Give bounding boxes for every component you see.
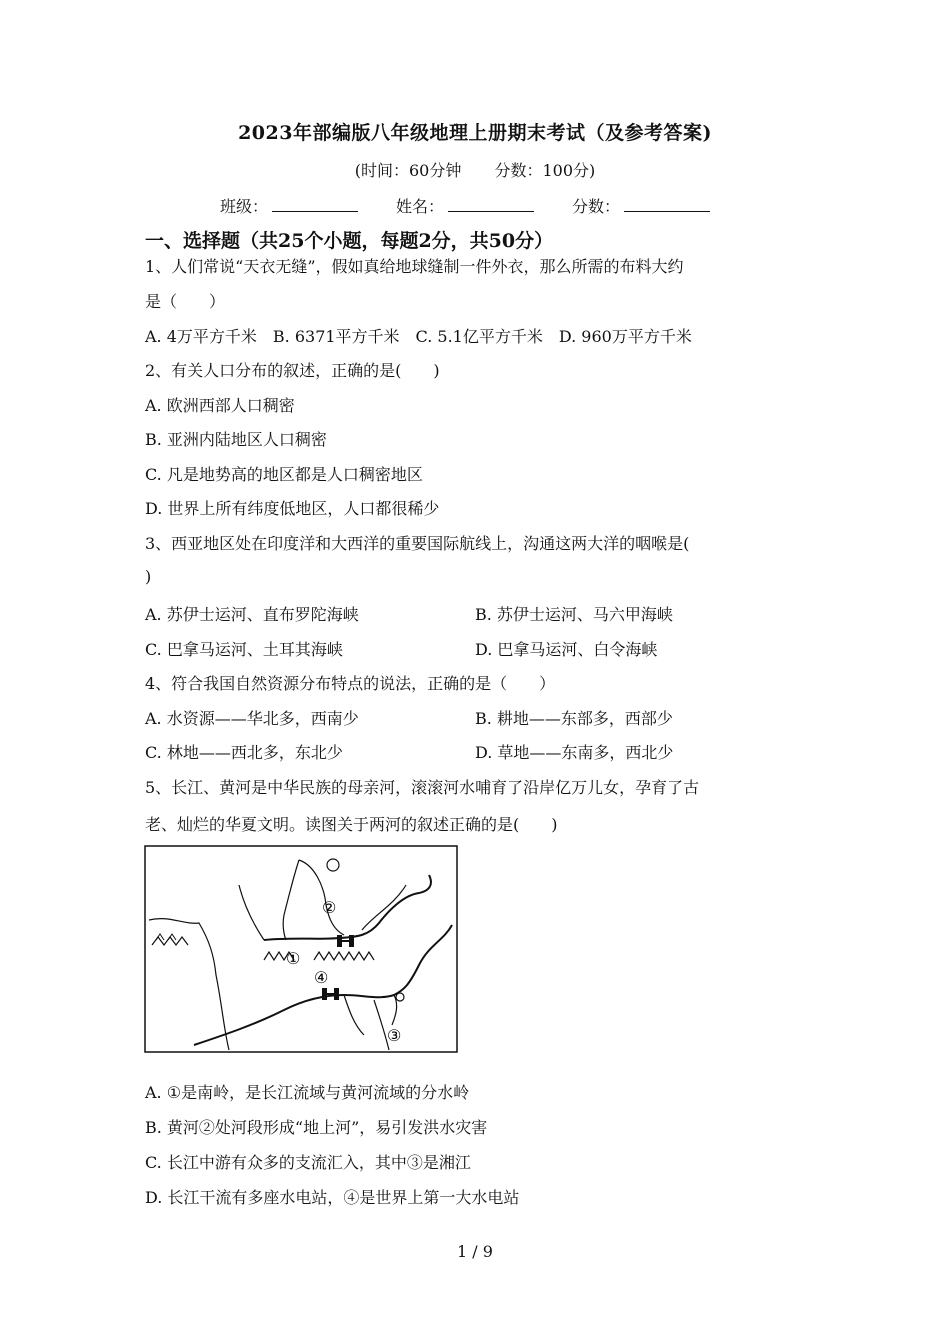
section-title: 一、选择题（共25个小题，每题2分，共50分） (145, 230, 554, 252)
q3-option-d: D. 巴拿马运河、白令海峡 (475, 640, 658, 659)
q3-option-c: C. 巴拿马运河、土耳其海峡 (145, 640, 343, 659)
q5-option-a: A. ①是南岭，是长江流域与黄河流域的分水岭 (145, 1083, 470, 1102)
q3-option-b: B. 苏伊士运河、马六甲海峡 (475, 605, 673, 624)
q4-option-a: A. 水资源——华北多，西南少 (145, 709, 359, 728)
map-label-4: ④ (314, 968, 329, 987)
q2-stem: 2、有关人口分布的叙述，正确的是( ) (145, 361, 440, 380)
q5-stem-line2: 老、灿烂的华夏文明。读图关于两河的叙述正确的是( ) (145, 815, 558, 834)
exam-time: (时间：60分钟 (354, 161, 462, 180)
q4-stem: 4、符合我国自然资源分布特点的说法，正确的是（ ） (145, 674, 556, 693)
q5-option-c: C. 长江中游有众多的支流汇入，其中③是湘江 (145, 1153, 471, 1172)
score-field (572, 194, 710, 217)
q1-stem-line1: 1、人们常说“天衣无缝”，假如真给地球缝制一件外衣，那么所需的布料大约 (145, 257, 684, 276)
q4-option-b: B. 耕地——东部多，西部少 (475, 709, 673, 728)
name-label: 姓名： (396, 197, 445, 216)
class-field (220, 194, 358, 217)
q2-option-c: C. 凡是地势高的地区都是人口稠密地区 (145, 465, 423, 484)
map-label-3: ③ (387, 1026, 402, 1045)
exam-total-score: 分数：100分) (494, 161, 596, 180)
q1-options: A. 4万平方千米 B. 6371平方千米 C. 5.1亿平方千米 D. 960万平方千米 (145, 327, 692, 346)
map-label-1: ① (286, 949, 301, 968)
class-label: 班级： (220, 197, 269, 216)
page-title: 2023年部编版八年级地理上册期末考试（及参考答案) (238, 122, 712, 144)
page-number: 1 / 9 (457, 1242, 493, 1261)
q4-option-c: C. 林地——西北多，东北少 (145, 743, 343, 762)
q5-option-b: B. 黄河②处河段形成“地上河”，易引发洪水灾害 (145, 1118, 488, 1137)
q3-option-a: A. 苏伊士运河、直布罗陀海峡 (145, 605, 359, 624)
class-blank (272, 197, 358, 212)
student-info (220, 194, 710, 217)
q2-option-d: D. 世界上所有纬度低地区，人口都很稀少 (145, 499, 440, 518)
q3-stem-line2: ) (145, 567, 152, 586)
exam-subtitle (0, 158, 950, 181)
name-field (396, 194, 534, 217)
q5-option-d: D. 长江干流有多座水电站，④是世界上第一大水电站 (145, 1188, 520, 1207)
score-blank (624, 197, 710, 212)
q1-stem-line2: 是（ ） (145, 292, 226, 311)
map-label-2: ② (322, 898, 337, 917)
q2-option-b: B. 亚洲内陆地区人口稠密 (145, 430, 327, 449)
score-label: 分数： (572, 197, 621, 216)
q4-option-d: D. 草地——东南多，西北少 (475, 743, 674, 762)
name-blank (448, 197, 534, 212)
q2-option-a: A. 欧洲西部人口稠密 (145, 396, 295, 415)
river-map (144, 845, 458, 1053)
q3-stem-line1: 3、西亚地区处在印度洋和大西洋的重要国际航线上，沟通这两大洋的咽喉是( (145, 534, 690, 553)
q5-stem-line1: 5、长江、黄河是中华民族的母亲河，滚滚河水哺育了沿岸亿万儿女，孕育了古 (145, 778, 700, 797)
